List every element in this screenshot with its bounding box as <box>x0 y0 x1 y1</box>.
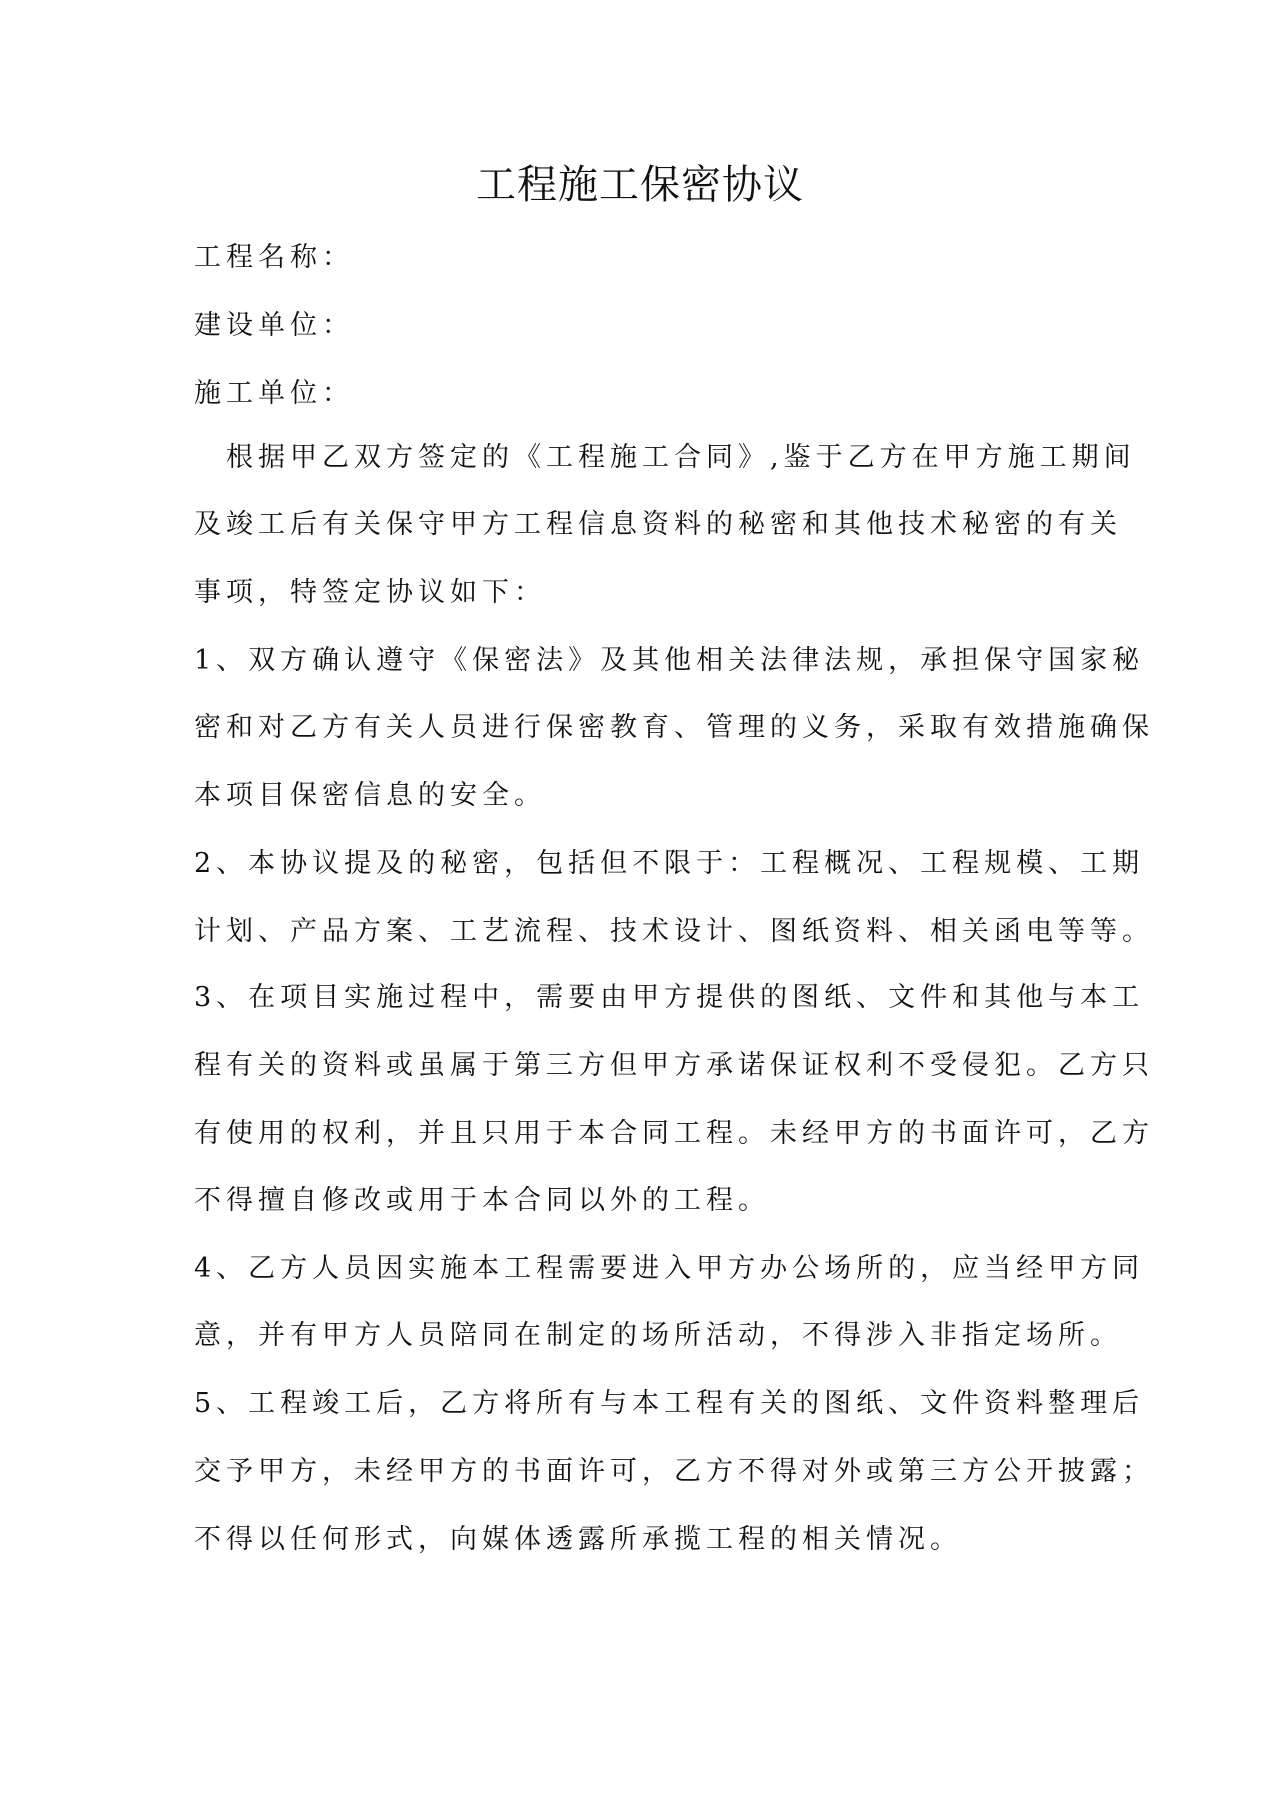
clause-1-line: 密和对乙方有关人员进行保密教育、管理的义务，采取有效措施确保 <box>194 712 1154 743</box>
clause-3-line: 有使用的权利，并且只用于本合同工程。未经甲方的书面许可，乙方 <box>194 1118 1154 1149</box>
clause-3-line: 不得擅自修改或用于本合同以外的工程。 <box>194 1185 770 1216</box>
preamble-line: 根据甲乙双方签定的《工程施工合同》,鉴于乙方在甲方施工期间 <box>194 442 1136 473</box>
clause-5-line: 不得以任何形式，向媒体透露所承揽工程的相关情况。 <box>194 1524 962 1555</box>
clause-3-line: 3、在项目实施过程中，需要由甲方提供的图纸、文件和其他与本工 <box>194 982 1145 1013</box>
clause-4-line: 意，并有甲方人员陪同在制定的场所活动，不得涉入非指定场所。 <box>194 1320 1122 1351</box>
document-title: 工程施工保密协议 <box>476 162 804 208</box>
preamble-line: 及竣工后有关保守甲方工程信息资料的秘密和其他技术秘密的有关 <box>194 509 1122 540</box>
clause-5-line: 交予甲方，未经甲方的书面许可，乙方不得对外或第三方公开披露； <box>194 1456 1154 1487</box>
clause-4-line: 4、乙方人员因实施本工程需要进入甲方办公场所的，应当经甲方同 <box>194 1253 1145 1284</box>
field-construction-owner: 建设单位： <box>194 310 354 341</box>
field-project-name: 工程名称： <box>194 242 354 273</box>
preamble-line: 事项，特签定协议如下： <box>194 577 546 608</box>
field-contractor: 施工单位： <box>194 378 354 409</box>
clause-2-line: 2、本协议提及的秘密，包括但不限于：工程概况、工程规模、工期 <box>194 848 1145 879</box>
clause-3-line: 程有关的资料或虽属于第三方但甲方承诺保证权利不受侵犯。乙方只 <box>194 1050 1154 1081</box>
clause-1-line: 本项目保密信息的安全。 <box>194 780 546 811</box>
clause-1-line: 1、双方确认遵守《保密法》及其他相关法律法规，承担保守国家秘 <box>194 645 1145 676</box>
clause-2-line: 计划、产品方案、工艺流程、技术设计、图纸资料、相关函电等等。 <box>194 916 1154 947</box>
clause-5-line: 5、工程竣工后，乙方将所有与本工程有关的图纸、文件资料整理后 <box>194 1388 1145 1419</box>
